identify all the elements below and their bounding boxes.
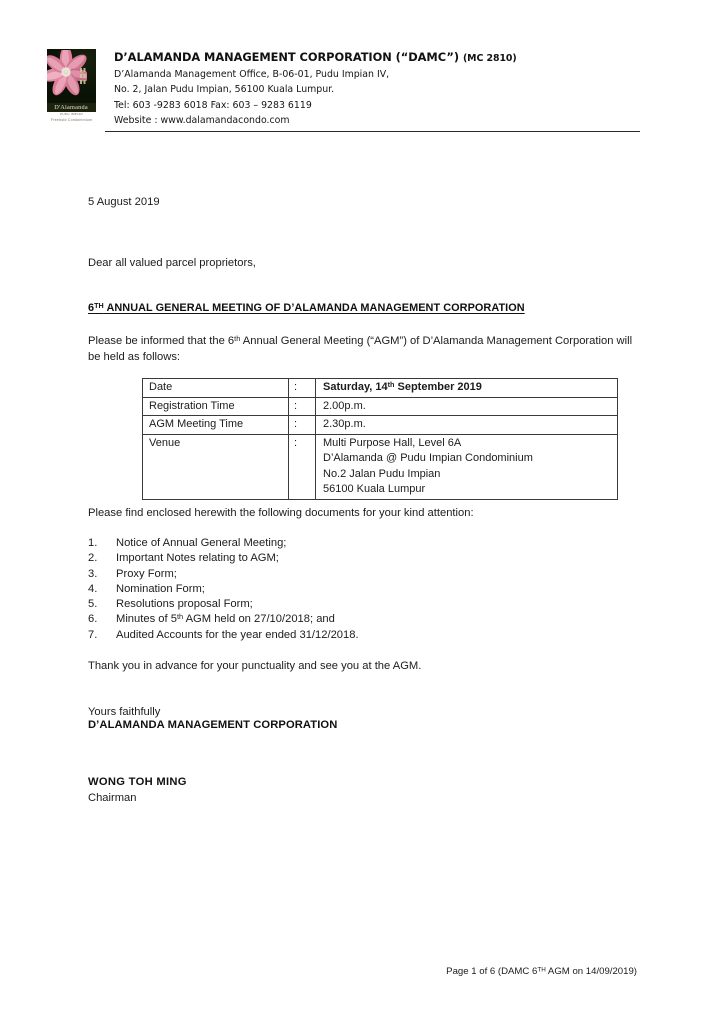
list-item-number: 7. [88,628,98,641]
list-item [88,567,588,582]
list-item [88,582,588,597]
letterhead-text-block [114,47,517,129]
logo-brand-text: D'Alamanda [54,104,89,111]
logo-plate [47,49,96,103]
row-colon: : [289,434,316,499]
letter-intro-paragraph [88,333,639,365]
row-value-registration-time: 2.00p.m. [316,397,618,416]
address-line-1: D’Alamanda Management Office, B-06-01, Pudu Impian IV, [114,69,390,80]
subject-ordinal: TH [94,300,104,310]
address-line-2: No. 2, Jalan Pudu Impian, 56100 Kuala Lumpur. [114,84,335,96]
venue-line: Multi Purpose Hall, Level 6A [323,436,462,449]
table-row [143,434,618,499]
meeting-details-table [142,378,618,500]
company-mc-number: (MC 2810) [462,53,517,64]
list-item-label: Resolutions proposal Form; [116,598,253,611]
row-colon: : [289,416,316,435]
row-value-venue [316,434,618,499]
row-value-agm-meeting-time: 2.30p.m. [316,416,618,435]
letterhead [44,47,644,129]
list-item-number: 4. [88,582,98,595]
alamanda-flower-logo [44,47,99,127]
list-item-label [116,612,588,627]
flower-icon [47,50,87,98]
list-item-number: 3. [88,567,98,580]
header-divider [105,131,640,132]
list-item-number: 2. [88,552,98,565]
table-row [143,397,618,416]
date-value-ordinal: th [387,379,395,389]
page-footer [0,966,637,977]
letter-company-signature: D’ALAMANDA MANAGEMENT CORPORATION [88,719,338,731]
list-item [88,628,588,643]
row-label-venue: Venue [143,434,289,499]
table-row [143,379,618,398]
list-item [88,612,588,627]
contact-line: Tel: 603 -9283 6018 Fax: 603 – 9283 6119 [114,99,312,111]
intro-part-1: Please be informed that the 6 [88,335,235,347]
list-item-number: 1. [88,537,98,549]
footer-ordinal: TH [537,966,546,974]
footer-part-1: Page 1 of 6 (DAMC 6 [446,966,538,977]
letter-date: 5 August 2019 [88,196,160,208]
row-value-date [316,379,618,398]
enclosure-intro-text: Please find enclosed herewith the following documents for your kind attention: [88,507,474,519]
venue-line: D’Alamanda @ Pudu Impian Condominium [323,452,533,464]
list-item-ordinal: th [176,612,184,622]
intro-part-2: Annual General Meeting (“AGM”) of D’Alamanda Management Corporation will be held as follows: [88,335,633,363]
row-label-date: Date [143,379,289,398]
list-item-label: Notice of Annual General Meeting; [116,537,287,549]
list-item-label: Audited Accounts for the year ended 31/12/2018. [116,628,359,641]
list-item [88,597,588,612]
enclosed-documents-list [88,536,588,643]
company-name-heading [114,49,517,67]
list-item-label: Important Notes relating to AGM; [116,552,279,565]
letter-closing: Yours faithfully [88,706,161,718]
logo-sub-text-2: Freehold Condominium [50,118,93,122]
row-colon: : [289,379,316,398]
venue-line: No.2 Jalan Pudu Impian [323,467,441,480]
footer-part-2: AGM on 14/09/2019) [545,966,637,977]
letter-thanks-line: Thank you in advance for your punctuality and see you at the AGM. [88,660,422,672]
company-name-main: D’ALAMANDA MANAGEMENT CORPORATION (“DAMC”) [114,50,460,64]
list-item-label: Proxy Form; [116,567,177,580]
subject-prefix: 6 [88,302,95,314]
list-item-label: Nomination Form; [116,582,205,595]
date-value-post: September 2019 [394,381,482,393]
logo-sub-text-1: PUDU IMPIAN [60,112,83,116]
letter-subject-heading [88,302,525,314]
subject-rest: ANNUAL GENERAL MEETING OF D’ALAMANDA MANAGEMENT CORPORATION [103,302,525,314]
table-row [143,416,618,435]
logo-brand-band [47,103,96,112]
row-colon: : [289,397,316,416]
date-value-pre: Saturday, 14 [323,381,388,393]
list-item-label-pre: Minutes of 5 [116,613,177,626]
list-item-number: 5. [88,598,98,611]
letter-salutation: Dear all valued parcel proprietors, [88,257,256,269]
row-label-agm-meeting-time: AGM Meeting Time [143,416,289,435]
signatory-title: Chairman [88,792,137,804]
list-item-number: 6. [88,613,98,626]
signatory-name: WONG TOH MING [88,776,187,788]
list-item [88,551,588,566]
website-line: Website : www.dalamandacondo.com [114,115,290,127]
venue-line: 56100 Kuala Lumpur [323,483,426,495]
intro-ordinal: th [234,333,241,343]
list-item [88,536,588,551]
row-label-registration-time: Registration Time [143,397,289,416]
list-item-label-post: AGM held on 27/10/2018; and [183,613,335,626]
